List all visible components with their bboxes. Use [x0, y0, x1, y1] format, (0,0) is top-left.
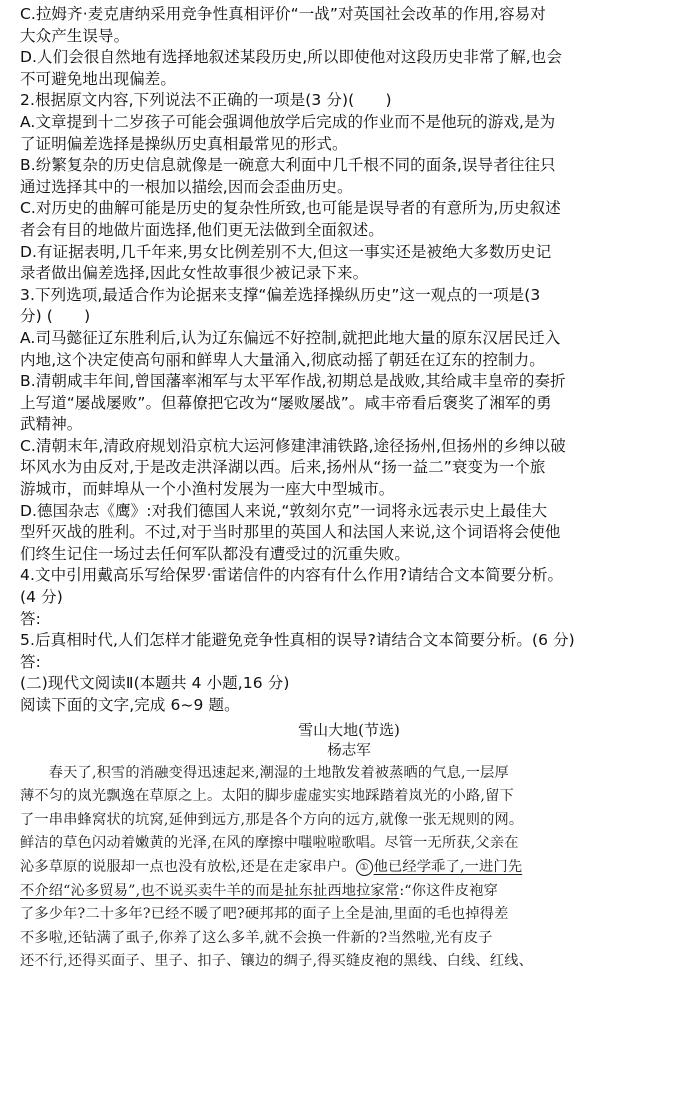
text-line: 型歼灭战的胜利。不过,对于当时那里的英国人和法国人来说,这个词语将会使他: [20, 523, 561, 542]
passage-line: [20, 880, 678, 904]
passage-line: 了一串串蜂窝状的坑窝,延伸到远方,那是各个方向的远方,就像一张无规则的网。: [20, 811, 524, 828]
passage-line: 鲜洁的草色闪动着嫩黄的光泽,在风的摩擦中嗤啦啦歌唱。尽管一无所获,父亲在: [20, 835, 519, 852]
text-line: 者会有目的地做片面选择,他们更无法做到全面叙述。: [20, 220, 384, 239]
option-2d: D.有证据表明,几千年来,男女比例差别不大,但这一事实还是被绝大多数历史记: [20, 242, 552, 261]
text-line: 通过选择其中的一根加以描绘,因而会歪曲历史。: [20, 177, 353, 196]
text-line: 坏风水为由反对,于是改走洪泽湖以西。后来,扬州从“扬一益二”衰变为一个旅: [20, 458, 546, 477]
option-2b: B.纷繁复杂的历史信息就像是一碗意大利面中几千根不同的面条,误导者往往只: [20, 156, 556, 175]
passage-line: [20, 856, 678, 880]
text-line: 武精神。: [20, 415, 83, 434]
passage-line: 不多啦,还钻满了虱子,你养了这么多羊,就不会换一件新的?当然啦,光有皮子: [20, 929, 493, 946]
text-line: 大众产生误导。: [20, 26, 130, 45]
passage-author: 杨志军: [327, 742, 371, 759]
passage-line: 了多少年?二十多年?已经不暖了吧?硬邦邦的面子上全是油,里面的毛也掉得差: [20, 906, 509, 923]
text-line: 分) ( ): [20, 307, 91, 326]
passage-line: 还不行,还得买面子、里子、扣子、镶边的绸子,得买缝皮袍的黑线、白线、红线、: [20, 953, 533, 970]
passage-text: 沁多草原的说服却一点也没有放松,还是在走家串户。: [20, 858, 356, 875]
option-3b: B.清朝咸丰年间,曾国藩率湘军与太平军作战,初期总是战败,其给咸丰皇帝的奏折: [20, 372, 566, 391]
option-3a: A.司马懿征辽东胜利后,认为辽东偏远不好控制,就把此地大量的原东汉居民迁入: [20, 328, 561, 347]
question-4-stem: 4.文中引用戴高乐写给保罗·雷诺信件的内容有什么作用?请结合文本简要分析。: [20, 566, 564, 585]
passage-title: 雪山大地(节选): [298, 720, 400, 739]
underlined-text: 他已经学乖了,一进门先: [373, 858, 523, 875]
option-3d: D.德国杂志《鹰》:对我们德国人来说,“敦刻尔克”一词将永远表示史上最佳大: [20, 501, 548, 520]
text-line: 内地,这个决定使高句丽和鲜卑人大量涌入,彻底动摇了朝廷在辽东的控制力。: [20, 350, 545, 369]
text-line: 不可避免地出现偏差。: [20, 69, 177, 88]
answer-label: 答:: [20, 609, 41, 628]
section-heading: (二)现代文阅读Ⅱ(本题共 4 小题,16 分): [20, 674, 290, 693]
passage-text: :“你这件皮袍穿: [399, 882, 499, 899]
text-line: D.人们会很自然地有选择地叙述某段历史,所以即使他对这段历史非常了解,也会: [20, 48, 562, 67]
passage-line: 薄不匀的岚光飘逸在草原之上。太阳的脚步虚虚实实地踩踏着岚光的小路,留下: [20, 788, 514, 805]
text-line: C.拉姆齐·麦克唐纳采用竞争性真相评价“一战”对英国社会改革的作用,容易对: [20, 5, 546, 23]
option-2c: C.对历史的曲解可能是历史的复杂性所致,也可能是误导者的有意所为,历史叙述: [20, 199, 561, 218]
underlined-sentence-1: [356, 859, 523, 875]
option-2a: A.文章提到十二岁孩子可能会强调他放学后完成的作业而不是他玩的游戏,是为: [20, 112, 556, 131]
passage-line: 春天了,积雪的消融变得迅速起来,潮湿的土地散发着被蒸晒的气息,一层厚: [20, 764, 509, 781]
text-line: (4 分): [20, 588, 63, 607]
text-line: 游城市，而蚌埠从一个小渔村发展为一座大中型城市。: [20, 480, 395, 499]
answer-label: 答:: [20, 652, 41, 671]
text-line: 录者做出偏差选择,因此女性故事很少被记录下来。: [20, 264, 369, 283]
circled-number-marker: ①: [356, 859, 373, 876]
question-5-stem: 5.后真相时代,人们怎样才能避免竞争性真相的误导?请结合文本简要分析。(6 分): [20, 631, 575, 650]
underlined-text: 不介绍“沁多贸易”,也不说买卖牛羊的而是扯东扯西地拉家常: [20, 882, 400, 899]
question-3-stem: 3.下列选项,最适合作为论据来支撑“偏差选择操纵历史”这一观点的一项是(3: [20, 285, 541, 304]
text-line: 了证明偏差选择是操纵历史真相最常见的形式。: [20, 134, 348, 153]
question-2-stem: 2.根据原文内容,下列说法不正确的一项是(3 分)( ): [20, 91, 392, 110]
reading-instruction: 阅读下面的文字,完成 6~9 题。: [20, 696, 240, 714]
text-line: 们终生记住一场过去任何军队都没有遭受过的沉重失败。: [20, 544, 411, 563]
text-line: 上写道“屡战屡败”。但幕僚把它改为“屡败屡战”。咸丰帝看后褒奖了湘军的勇: [20, 393, 552, 412]
option-3c: C.清朝末年,清政府规划沿京杭大运河修建津浦铁路,途径扬州,但扬州的乡绅以破: [20, 436, 566, 455]
